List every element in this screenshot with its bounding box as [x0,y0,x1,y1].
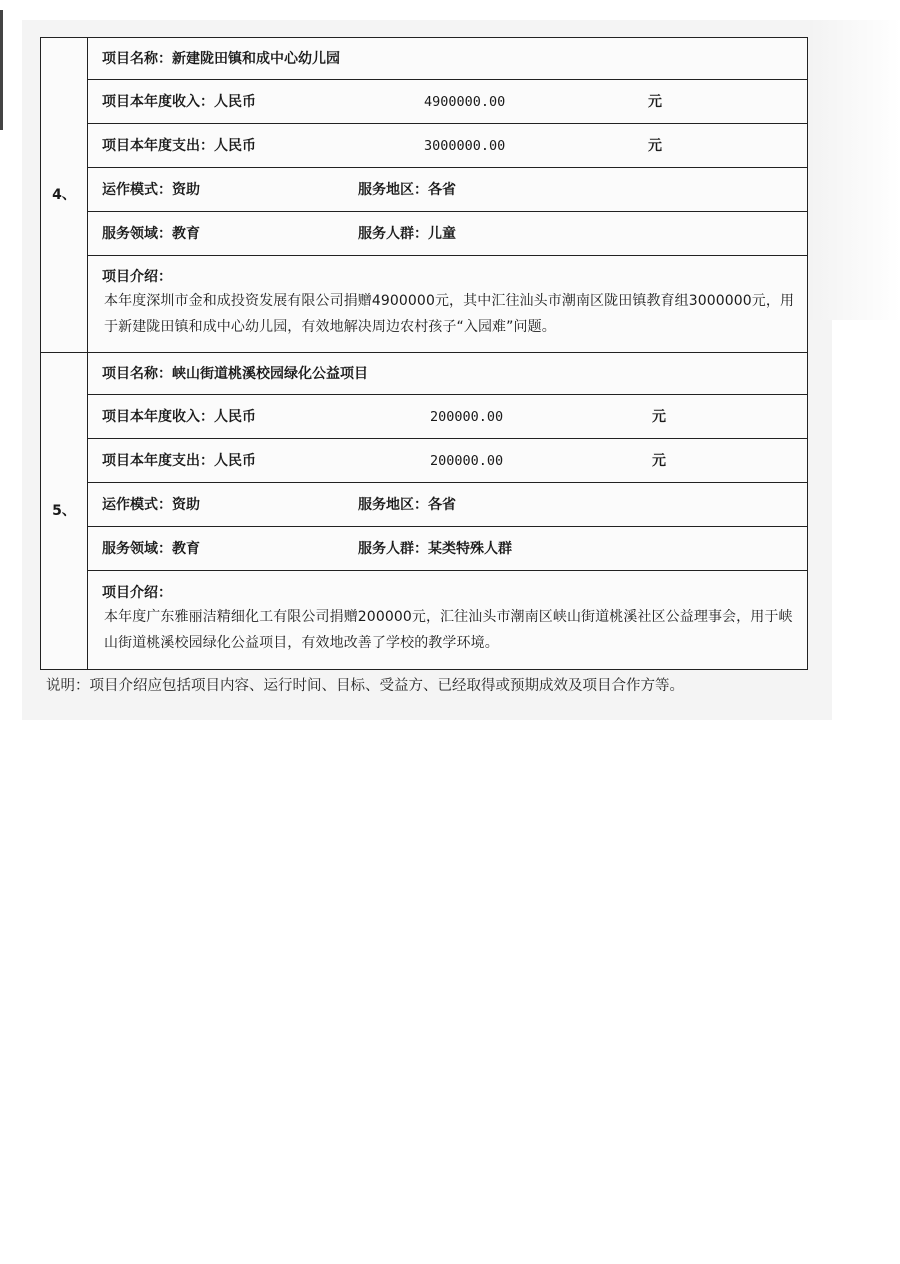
project-4-name-row [41,38,808,80]
project-5-audience: 某类特殊人群 [428,540,512,557]
project-5-mode: 资助 [172,496,200,513]
project-4-index: 4、 [41,38,88,353]
project-5-income-cell [88,395,808,439]
project-5-expense-cell [88,439,808,483]
income-label: 项目本年度收入：人民币 [102,93,256,110]
project-4-mode-row [41,168,808,212]
project-4-expense-cell [88,124,808,168]
project-4-field-cell [88,212,808,256]
mode-label: 运作模式： [102,181,172,198]
region-label: 服务地区： [358,181,428,198]
project-4-expense-amount: 3000000.00 [424,137,506,154]
project-5-mode-row [41,483,808,527]
project-5-income-row [41,395,808,439]
project-5-intro-row [41,571,808,670]
project-4-field: 教育 [172,225,200,242]
income-unit: 元 [652,408,666,425]
expense-label: 项目本年度支出：人民币 [102,452,256,469]
field-label: 服务领域： [102,225,172,242]
project-4-mode-cell [88,168,808,212]
income-unit: 元 [648,93,662,110]
project-5-mode-cell [88,483,808,527]
audience-label: 服务人群： [358,225,428,242]
name-label: 项目名称： [102,365,172,382]
expense-unit: 元 [652,452,666,469]
footnote: 说明：项目介绍应包括项目内容、运行时间、目标、受益方、已经取得或预期成效及项目合作方等。 [46,678,684,694]
region-label: 服务地区： [358,496,428,513]
project-4-income-amount: 4900000.00 [424,93,506,110]
project-4-mode: 资助 [172,181,200,198]
name-label: 项目名称： [102,50,172,67]
project-4-intro-cell [88,256,808,353]
project-5-index: 5、 [41,353,88,670]
project-5-region: 各省 [428,496,456,513]
project-4-intro-row [41,256,808,353]
project-4-region: 各省 [428,181,456,198]
project-5-intro: 本年度广东雅丽洁精细化工有限公司捐赠200000元，汇往汕头市潮南区峡山街道桃溪社区公益理事会，用于峡山街道桃溪校园绿化公益项目，有效地改善了学校的教学环境。 [104,609,793,651]
project-5-name: 峡山街道桃溪校园绿化公益项目 [172,365,368,382]
project-5-name-cell [88,353,808,395]
audience-label: 服务人群： [358,540,428,557]
intro-label: 项目介绍： [102,269,172,285]
intro-label: 项目介绍： [102,585,172,601]
project-5-expense-amount: 200000.00 [430,452,504,469]
project-5-field: 教育 [172,540,200,557]
expense-label: 项目本年度支出：人民币 [102,137,256,154]
project-5-expense-row [41,439,808,483]
project-4-expense-row [41,124,808,168]
project-5-field-row [41,527,808,571]
scan-edge-mark [0,10,3,130]
project-4-intro: 本年度深圳市金和成投资发展有限公司捐赠4900000元，其中汇往汕头市潮南区陇田镇教育组3000000元，用于新建陇田镇和成中心幼儿园，有效地解决周边农村孩子“入园难”问题。 [104,293,795,335]
expense-unit: 元 [648,137,662,154]
project-5-field-cell [88,527,808,571]
project-5-intro-cell [88,571,808,670]
project-4-field-row [41,212,808,256]
project-4-name-cell [88,38,808,80]
field-label: 服务领域： [102,540,172,557]
project-4-income-row [41,80,808,124]
project-5-income-amount: 200000.00 [430,408,504,425]
project-4-name: 新建陇田镇和成中心幼儿园 [172,50,340,67]
project-4-audience: 儿童 [428,225,456,242]
scan-shadow [810,20,900,320]
mode-label: 运作模式： [102,496,172,513]
project-4-income-cell [88,80,808,124]
project-5-name-row [41,353,808,395]
income-label: 项目本年度收入：人民币 [102,408,256,425]
project-table [40,37,808,670]
